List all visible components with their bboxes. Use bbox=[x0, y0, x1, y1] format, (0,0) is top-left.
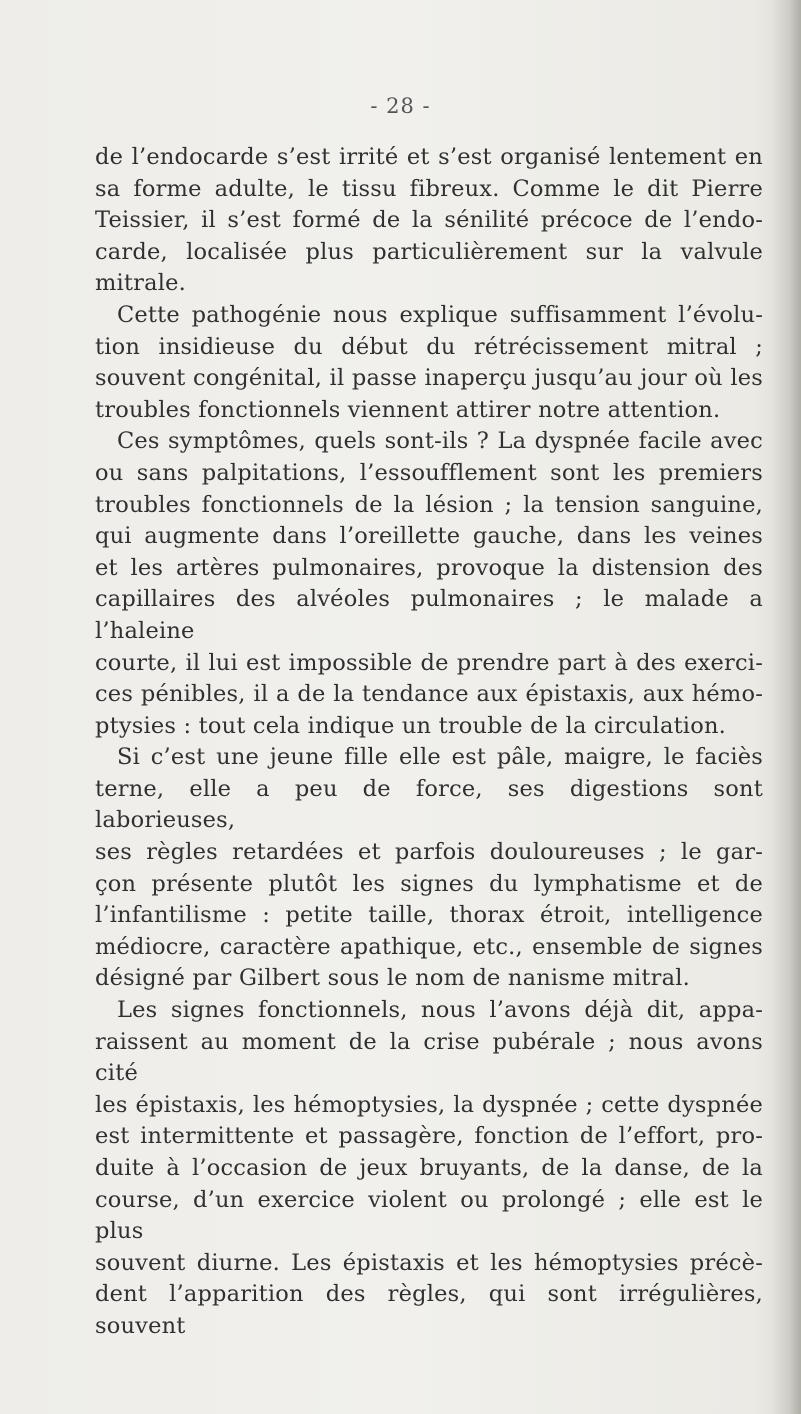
text-line: et les artères pulmonaires, provoque la distension des bbox=[95, 554, 763, 581]
text-line: Les signes fonctionnels, nous l’avons déjà dit, appa- bbox=[117, 997, 763, 1024]
page-number: - 28 - bbox=[370, 94, 431, 118]
text-line: désigné par Gilbert sous le nom de nanisme mitral. bbox=[95, 965, 690, 992]
text-line: ses règles retardées et parfois douloureuses ; le gar- bbox=[95, 839, 763, 866]
text-line: ou sans palpitations, l’essoufflement sont les premiers bbox=[95, 459, 763, 486]
text-line: troubles fonctionnels de la lésion ; la tension sanguine, bbox=[95, 491, 763, 518]
text-line: dent l’apparition des règles, qui sont irrégulières, souvent bbox=[95, 1281, 763, 1339]
text-line: capillaires des alvéoles pulmonaires ; le malade a l’haleine bbox=[95, 586, 763, 644]
text-line: Ces symptômes, quels sont-ils ? La dyspnée facile avec bbox=[117, 428, 763, 455]
text-line: tion insidieuse du début du rétrécissement mitral ; bbox=[95, 333, 763, 360]
text-line: çon présente plutôt les signes du lymphatisme et de bbox=[95, 870, 763, 897]
text-line: de l’endocarde s’est irrité et s’est organisé lentement en bbox=[95, 144, 763, 170]
text-line: Si c’est une jeune fille elle est pâle, maigre, le faciès bbox=[117, 744, 763, 771]
text-line: ces pénibles, il a de la tendance aux épistaxis, aux hémo- bbox=[95, 681, 763, 708]
text-line: souvent congénital, il passe inaperçu jusqu’au jour où les bbox=[95, 365, 763, 392]
text-line: l’infantilisme : petite taille, thorax étroit, intelligence bbox=[95, 902, 763, 929]
page-binding-shadow bbox=[771, 0, 801, 1414]
text-line: raissent au moment de la crise pubérale ; nous avons cité bbox=[95, 1028, 763, 1087]
text-line: duite à l’occasion de jeux bruyants, de la danse, de la bbox=[95, 1155, 763, 1181]
text-line: troubles fonctionnels viennent attirer notre attention. bbox=[95, 396, 721, 423]
text-line: les épistaxis, les hémoptysies, la dyspnée ; cette dyspnée bbox=[95, 1091, 763, 1118]
text-line: est intermittente et passagère, fonction de l’effort, pro- bbox=[95, 1123, 763, 1150]
text-line: qui augmente dans l’oreillette gauche, dans les veines bbox=[95, 523, 763, 550]
body-text bbox=[95, 142, 763, 1343]
text-line: Cette pathogénie nous explique suffisamment l’évolu- bbox=[117, 301, 763, 328]
text-line: souvent diurne. Les épistaxis et les hémoptysies précè- bbox=[95, 1249, 763, 1276]
text-line: mitrale. bbox=[95, 270, 187, 297]
text-line: courte, il lui est impossible de prendre part à des exerci- bbox=[95, 649, 763, 676]
text-line: sa forme adulte, le tissu fibreux. Comme le dit Pierre bbox=[95, 175, 763, 202]
text-line: course, d’un exercice violent ou prolongé ; elle est le plus bbox=[95, 1186, 763, 1245]
text-line: terne, elle a peu de force, ses digestions sont laborieuses, bbox=[95, 775, 763, 834]
text-line: ptysies : tout cela indique un trouble de la circulation. bbox=[95, 712, 726, 739]
text-line: médiocre, caractère apathique, etc., ensemble de signes bbox=[95, 933, 763, 960]
text-line: Teissier, il s’est formé de la sénilité précoce de l’endo- bbox=[95, 207, 763, 234]
text-line: carde, localisée plus particulièrement sur la valvule bbox=[95, 238, 763, 265]
